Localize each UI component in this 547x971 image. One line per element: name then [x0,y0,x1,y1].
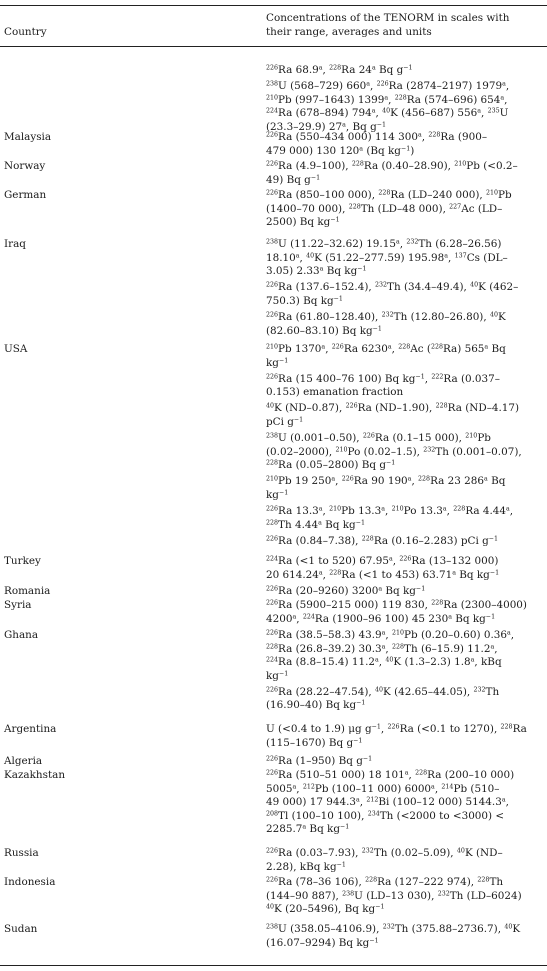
concentration-line: $kg^{-1}$ [266,488,289,501]
concentration-line: $^{226}$Ra (0.03–7.93), $^{232}$Th (0.02–5.09), $^{40}$K (ND– [266,847,503,859]
header-concentrations [266,11,541,39]
country-cell: Malaysia [4,131,52,143]
concentration-cell [266,160,544,187]
concentration-entry [266,311,544,338]
concentration-line: $^{208}$Tl (100–10 100), $^{234}$Th (<2000 to <3000) < [266,809,505,822]
header-country: Country [4,26,47,38]
concentration-line: 20 614.24$^a$, $^{228}$Ra (<1 to 453) 63.71$^a$ Bq $kg^{-1}$ [266,568,500,581]
concentration-line: U (<0.4 to 1.9) μg $g^{-1}$, $^{226}$Ra (<0.1 to 1270), $^{228}$Ra [266,723,527,735]
country-cell: Turkey [4,555,41,567]
concentration-entry [266,80,544,134]
concentration-line: $^{226}$Ra (28.22–47.54), $^{40}$K (42.65–44.05), $^{232}$Th [266,685,500,698]
concentration-cell [266,923,544,950]
concentration-line: 479 000) 130 120$^a$ (Bq $kg^{-1}$) [266,144,415,157]
concentration-cell [266,64,544,134]
country-cell: Indonesia [4,876,56,888]
concentration-line: 18.10$^a$, $^{40}$K (51.22–277.59) 195.98$^a$, $^{137}$Cs (DL– [266,251,508,264]
concentration-entry [266,923,544,950]
concentration-line: $^{210}$Pb (997–1643) 1399$^a$, $^{228}$Ra (574–696) 654$^a$, [266,93,508,106]
concentration-entry [266,343,544,370]
concentration-entry [266,189,544,230]
concentration-entry [266,876,544,917]
concentration-line: $^{238}$U (0.001–0.50), $^{226}$Ra (0.1–15 000), $^{210}$Pb [266,432,491,445]
concentration-entry [266,160,544,187]
concentration-line: $^{226}$Ra (78–36 106), $^{228}$Ra (127–222 974), $^{228}$Th [266,876,504,888]
concentration-line: $^{226}$Ra (15 400–76 100) Bq $kg^{-1}$, $^{222}$Ra (0.037– [266,372,500,385]
concentration-cell [266,599,544,626]
concentration-line: $^{226}$Ra (510–51 000) 18 101$^a$, $^{228}$Ra (200–10 000) [266,769,515,781]
concentration-line: $^{228}$Ra (0.05–2800) Bq $g^{-1}$ [266,459,396,472]
concentration-line: $^{226}$Ra 68.9$^a$, $^{228}$Ra 24$^a$ Bq $g^{-1}$ [266,64,413,76]
concentration-entry [266,475,544,502]
concentration-line: $^{238}$U (568–729) 660$^a$, $^{226}$Ra (2874–2197) 1979$^a$, [266,80,510,93]
concentration-line: $^{226}$Ra 13.3$^a$, $^{210}$Pb 13.3$^a$, $^{210}$Po 13.3$^a$, $^{228}$Ra 4.44$^a$, [266,505,514,518]
country-cell: Russia [4,847,39,859]
concentration-line: $^{210}$Pb 1370$^a$, $^{226}$Ra 6230$^a$, $^{228}$Ac ($^{228}$Ra) 565$^a$ Bq [266,343,506,355]
concentration-line: (23.3–29.9) 27$^a$, Bq $g^{-1}$ [266,120,387,133]
concentration-entry [266,505,544,532]
concentration-entry [266,432,544,473]
concentration-line: (115–1670) Bq $g^{-1}$ [266,736,363,749]
concentration-line: 49) Bq $g^{-1}$ [266,173,321,186]
concentration-line: (144–90 887), $^{238}$U (LD–13 030), $^{232}$Th (LD–6024) [266,889,522,902]
country-cell: German [4,189,47,201]
concentration-line: $^{226}$Ra (0.84–7.38), $^{228}$Ra (0.16–2.283) pCi $g^{-1}$ [266,534,499,547]
concentration-line: $^{226}$Ra (550–434 000) 114 300$^a$, $^{228}$Ra (900– [266,131,488,143]
concentration-entry [266,238,544,279]
concentration-line: $^{228}$Th 4.44$^a$ Bq $kg^{-1}$ [266,518,365,531]
concentration-line: 750.3) Bq $kg^{-1}$ [266,294,343,307]
concentration-entry [266,599,544,626]
concentration-line: $^{224}$Ra (8.8–15.4) 11.2$^a$, $^{40}$K (1.3–2.3) 1.8$^a$, kBq [266,656,502,669]
concentration-line: 2500) Bq $kg^{-1}$ [266,216,340,229]
header-concentrations-line: Concentrations of the TENORM in scales with [266,12,510,24]
concentration-cell [266,723,544,750]
concentration-line: $^{226}$Ra (20–9260) 3200$^a$ Bq $kg^{-1}$ [266,585,426,597]
country-cell: Syria [4,599,32,611]
concentration-line: $^{226}$Ra (5900–215 000) 119 830, $^{228}$Ra (2300–4000) [266,599,527,611]
concentration-cell [266,555,544,582]
country-cell: Kazakhstan [4,769,66,781]
concentration-line: $^{226}$Ra (850–100 000), $^{228}$Ra (LD–240 000), $^{210}$Pb [266,189,512,201]
country-cell: Norway [4,160,46,172]
concentration-cell [266,755,544,769]
country-cell: USA [4,343,28,355]
concentration-cell [266,131,544,158]
concentration-line: $^{40}$K (20–5496), Bq $kg^{-1}$ [266,903,385,916]
concentration-cell [266,876,544,917]
concentration-cell [266,343,544,548]
concentration-line: 2.28), kBq $kg^{-1}$ [266,860,346,873]
country-cell: Argentina [4,723,57,735]
concentration-line: $^{226}$Ra (137.6–152.4), $^{232}$Th (34.4–49.4), $^{40}$K (462– [266,281,519,294]
concentration-line: 0.153) emanation fraction [266,386,404,399]
concentration-line: $^{224}$Ra (678–894) 794$^a$, $^{40}$K (456–687) 556$^a$, $^{235}$U [266,107,509,120]
concentration-line: $^{238}$U (11.22–32.62) 19.15$^a$, $^{232}$Th (6.28–26.56) [266,238,502,250]
concentration-line: $^{224}$Ra (<1 to 520) 67.95$^a$, $^{226}$Ra (13–132 000) [266,555,499,567]
table-bottom-rule [0,965,547,966]
concentration-entry [266,373,544,400]
country-cell: Iraq [4,238,26,250]
concentration-line: $^{238}$U (358.05–4106.9), $^{232}$Th (375.88–2736.7), $^{40}$K [266,923,521,935]
concentration-entry [266,723,544,750]
concentration-entry [266,585,544,599]
concentration-line: $^{210}$Pb 19 250$^a$, $^{226}$Ra 90 190$^a$, $^{228}$Ra 23 286$^a$ Bq [266,475,506,488]
concentration-line: $kg^{-1}$ [266,669,289,682]
country-cell: Algeria [4,755,43,767]
header-rule [0,46,547,47]
concentration-entry [266,629,544,683]
country-cell: Ghana [4,629,39,641]
concentration-cell [266,769,544,837]
concentration-cell [266,238,544,338]
header-concentrations-line: their range, averages and units [266,26,432,38]
concentration-cell [266,629,544,713]
concentration-line: pCi $g^{-1}$ [266,415,304,428]
concentration-entry [266,402,544,429]
concentration-entry [266,281,544,308]
concentration-line: (82.60–83.10) Bq $kg^{-1}$ [266,324,382,337]
concentration-line: $^{226}$Ra (38.5–58.3) 43.9$^a$, $^{210}$Pb (0.20–0.60) 0.36$^a$, [266,629,515,641]
concentration-line: 2285.7$^a$ Bq $kg^{-1}$ [266,823,350,836]
concentration-line: (0.02–2000), $^{210}$Po (0.02–1.5), $^{232}$Th (0.001–0.07), [266,445,522,458]
concentration-entry [266,847,544,874]
concentration-cell [266,847,544,874]
concentration-line: $kg^{-1}$ [266,356,289,369]
concentration-entry [266,755,544,769]
concentration-line: $^{226}$Ra (4.9–100), $^{228}$Ra (0.40–28.90), $^{210}$Pb (<0.2– [266,160,518,172]
concentration-line: $^{226}$Ra (61.80–128.40), $^{232}$Th (12.80–26.80), $^{40}$K [266,310,506,323]
concentration-entry [266,686,544,713]
concentration-line: 4200$^a$, $^{224}$Ra (1900–96 100) 45 230$^a$ Bq $kg^{-1}$ [266,612,496,625]
concentration-line: $^{228}$Ra (26.8–39.2) 30.3$^a$, $^{228}$Th (6–15.9) 11.2$^a$, [266,642,498,655]
concentration-line: $^{40}$K (ND–0.87), $^{226}$Ra (ND–1.90), $^{228}$Ra (ND–4.17) [266,402,520,415]
country-cell: Sudan [4,923,38,935]
concentration-cell [266,189,544,230]
concentration-entry [266,64,544,78]
concentration-entry [266,555,544,582]
concentration-line: (1400–70 000), $^{228}$Th (LD–48 000), $^{227}$Ac (LD– [266,202,503,215]
concentration-line: (16.90–40) Bq $kg^{-1}$ [266,699,366,712]
country-cell: Romania [4,585,51,597]
concentration-entry [266,535,544,549]
concentration-entry [266,769,544,837]
concentration-entry [266,131,544,158]
concentration-line: 49 000) 17 944.3$^a$, $^{212}$Bi (100–12 000) 5144.3$^a$, [266,796,509,809]
concentration-line: (16.07–9294) Bq $kg^{-1}$ [266,936,379,949]
concentration-line: 3.05) 2.33$^a$ Bq $kg^{-1}$ [266,265,367,278]
concentration-line: $^{226}$Ra (1–950) Bq $g^{-1}$ [266,755,373,767]
concentration-line: 5005$^a$, $^{212}$Pb (100–11 000) 6000$^a$, $^{214}$Pb (510– [266,782,500,795]
table-top-rule [0,5,547,6]
concentration-cell [266,585,544,599]
